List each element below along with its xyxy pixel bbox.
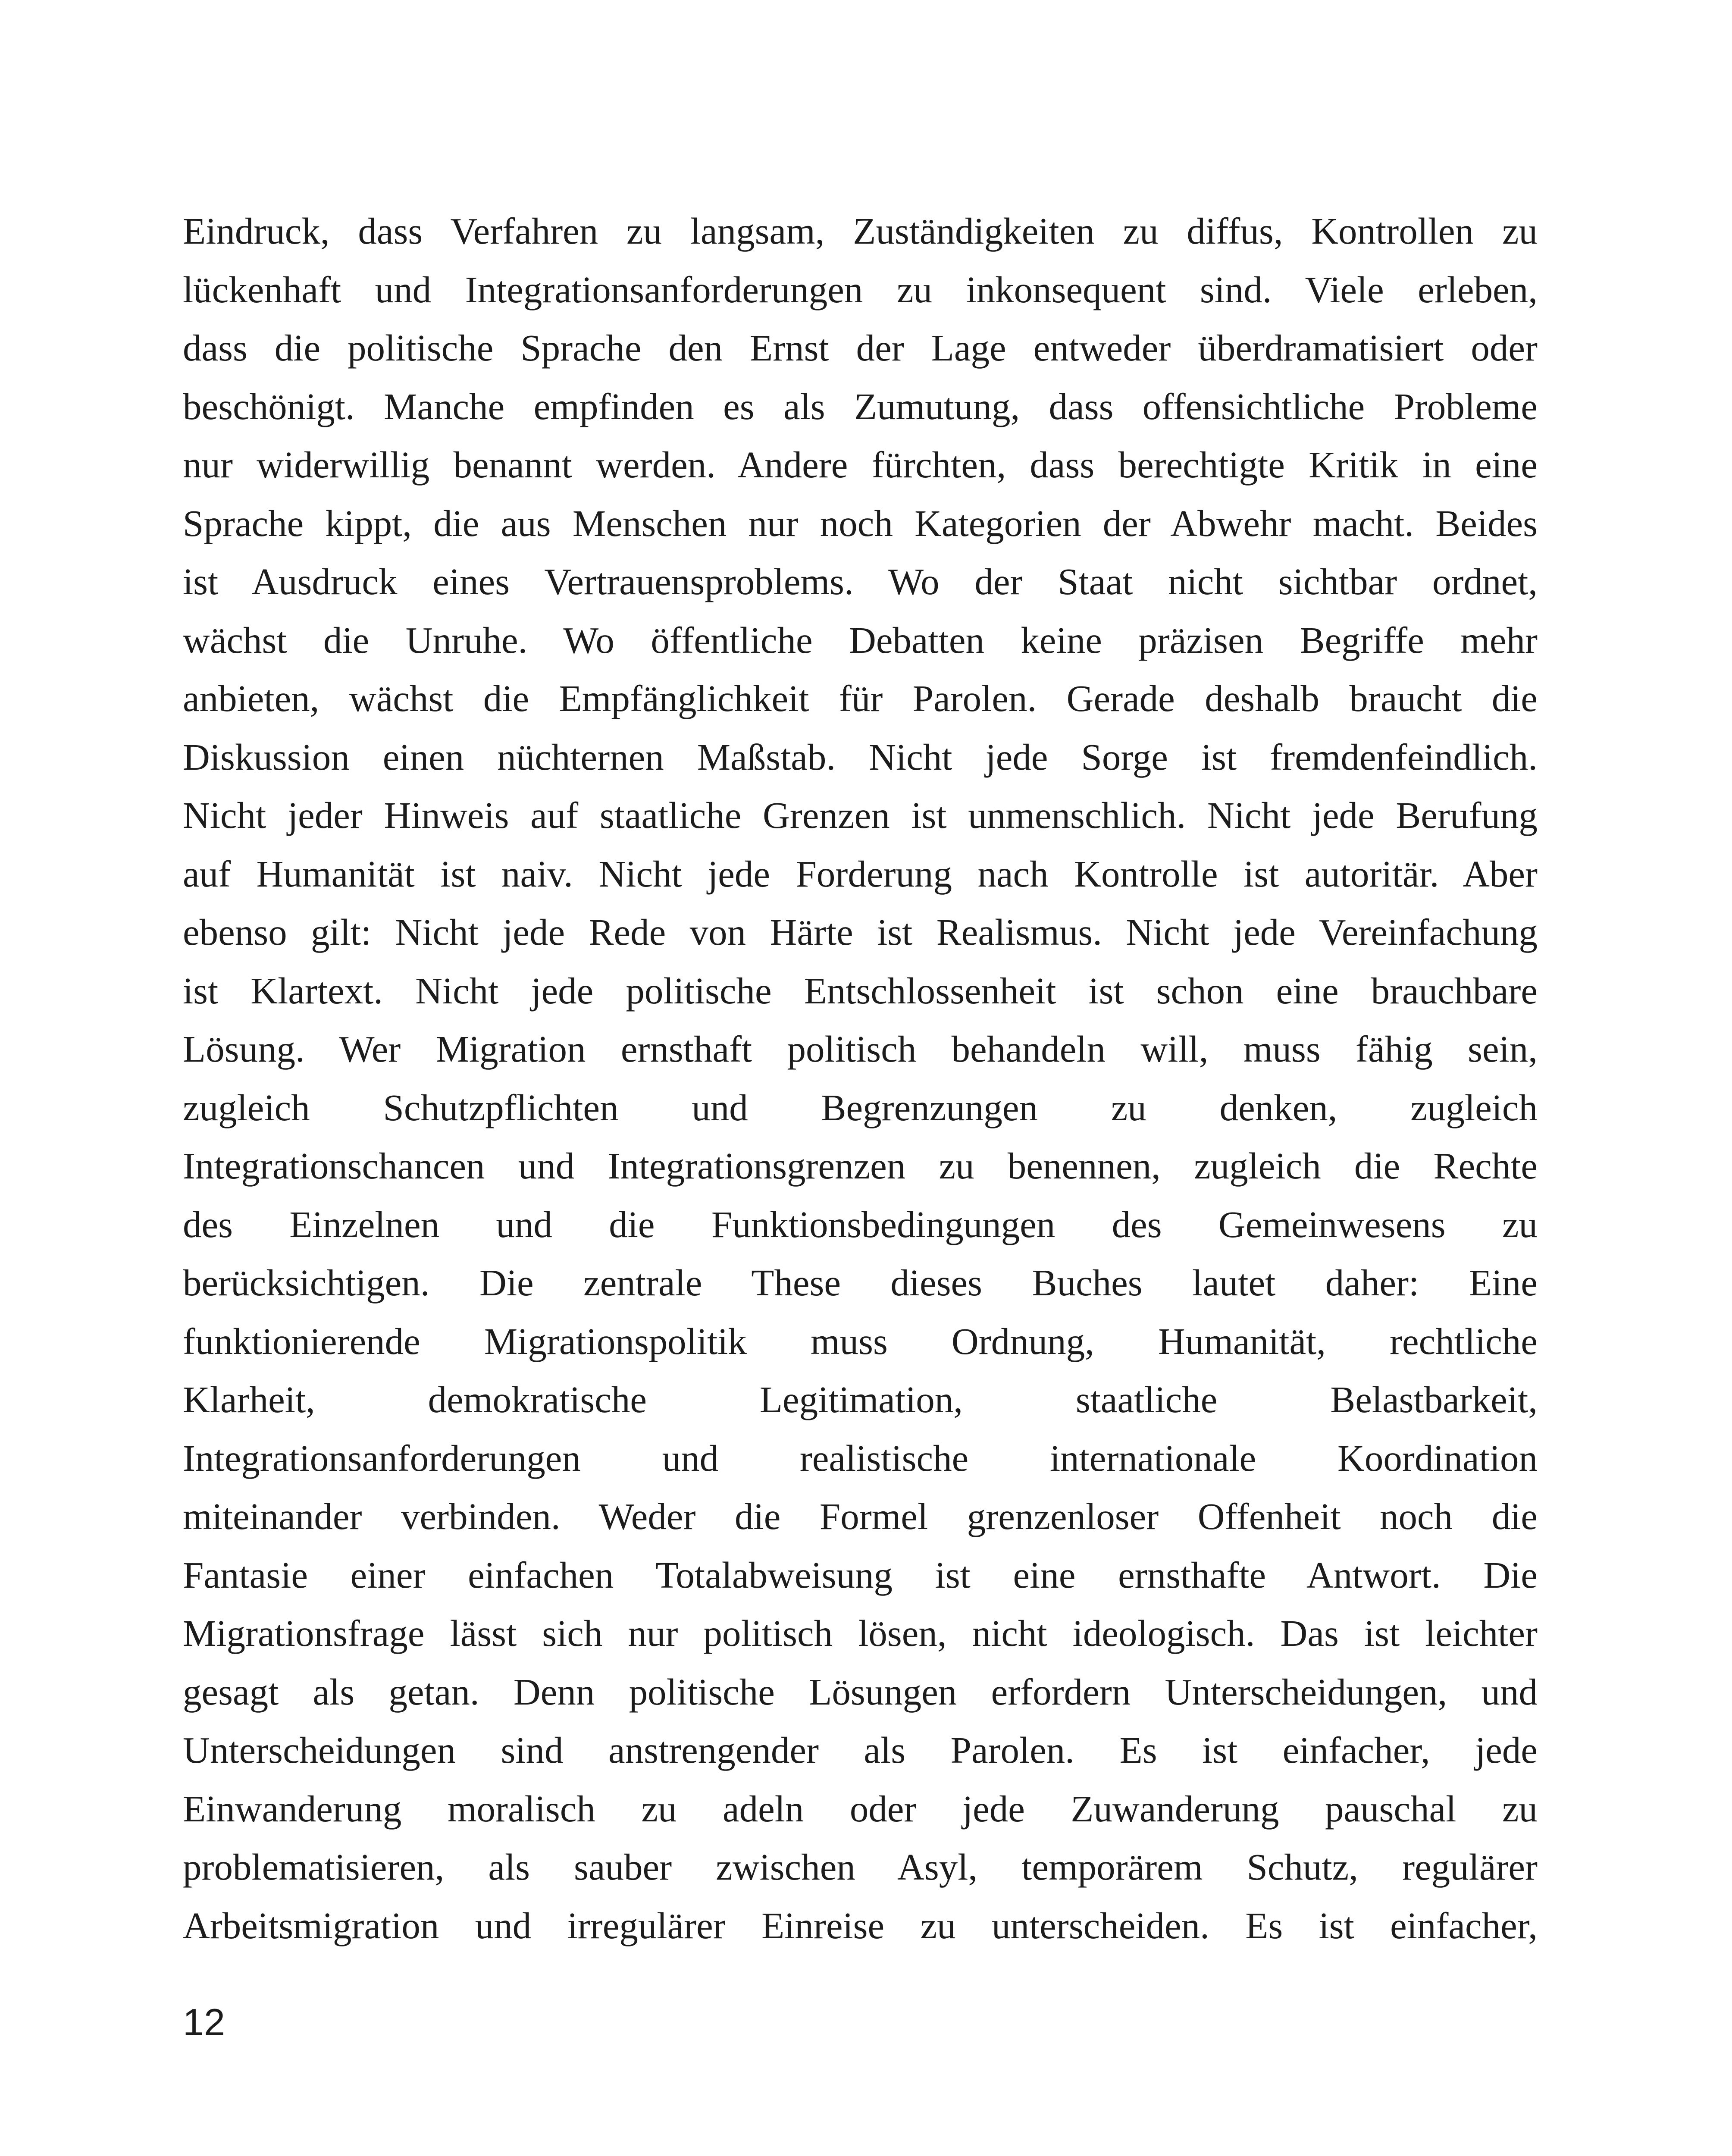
text-line: Fantasie einer einfachen Totalabweisung ist eine ernsthafte Antwort. Die	[183, 1554, 1538, 1596]
text-line: berücksichtigen. Die zentrale These dieses Buches lautet daher: Eine	[183, 1262, 1538, 1304]
text-line: Arbeitsmigration und irregulärer Einreise zu unterscheiden. Es ist einfacher,	[183, 1904, 1538, 1946]
text-line: Unterscheidungen sind anstrengender als Parolen. Es ist einfacher, jede	[183, 1729, 1538, 1771]
text-line: problematisieren, als sauber zwischen Asyl, temporärem Schutz, regulärer	[183, 1846, 1538, 1888]
text-line: dass die politische Sprache den Ernst der Lage entweder überdramatisiert oder	[183, 327, 1538, 369]
text-line: Diskussion einen nüchternen Maßstab. Nicht jede Sorge ist fremdenfeindlich.	[183, 736, 1538, 778]
text-line: ist Ausdruck eines Vertrauensproblems. Wo der Staat nicht sichtbar ordnet,	[183, 561, 1538, 602]
page-number: 12	[183, 2001, 225, 2043]
text-line: Migrationsfrage lässt sich nur politisch lösen, nicht ideologisch. Das ist leichter	[183, 1612, 1538, 1654]
text-line: nur widerwillig benannt werden. Andere fürchten, dass berechtigte Kritik in eine	[183, 444, 1538, 486]
text-line: auf Humanität ist naiv. Nicht jede Forderung nach Kontrolle ist autoritär. Aber	[183, 852, 1538, 895]
text-line: ist Klartext. Nicht jede politische Entschlossenheit ist schon eine brauchbare	[183, 969, 1538, 1012]
text-line: lückenhaft und Integrationsanforderungen zu inkonsequent sind. Viele erleben,	[183, 268, 1538, 310]
text-line: des Einzelnen und die Funktionsbedingungen des Gemeinwesens zu	[183, 1203, 1538, 1245]
body-text	[183, 202, 1538, 1955]
text-line: ebenso gilt: Nicht jede Rede von Härte ist Realismus. Nicht jede Vereinfachung	[183, 911, 1538, 953]
text-line: Integrationschancen und Integrationsgrenzen zu benennen, zugleich die Rechte	[183, 1145, 1538, 1187]
text-line: Klarheit, demokratische Legitimation, staatliche Belastbarkeit,	[183, 1379, 1538, 1420]
text-line: Sprache kippt, die aus Menschen nur noch Kategorien der Abwehr macht. Beides	[183, 502, 1538, 544]
text-line: gesagt als getan. Denn politische Lösungen erfordern Unterscheidungen, und	[183, 1670, 1538, 1713]
text-line: zugleich Schutzpflichten und Begrenzungen zu denken, zugleich	[183, 1086, 1538, 1128]
text-line: Integrationsanforderungen und realistische internationale Koordination	[183, 1437, 1538, 1479]
text-line: Lösung. Wer Migration ernsthaft politisch behandeln will, muss fähig sein,	[183, 1028, 1538, 1070]
text-line: Eindruck, dass Verfahren zu langsam, Zuständigkeiten zu diffus, Kontrollen zu	[183, 210, 1538, 252]
text-line: Nicht jeder Hinweis auf staatliche Grenzen ist unmenschlich. Nicht jede Berufung	[183, 794, 1538, 836]
text-line: anbieten, wächst die Empfänglichkeit für Parolen. Gerade deshalb braucht die	[183, 677, 1538, 719]
text-line: miteinander verbinden. Weder die Formel grenzenloser Offenheit noch die	[183, 1495, 1538, 1537]
text-line: funktionierende Migrationspolitik muss Ordnung, Humanität, rechtliche	[183, 1320, 1538, 1362]
text-line: wächst die Unruhe. Wo öffentliche Debatten keine präzisen Begriffe mehr	[183, 619, 1538, 661]
text-line: beschönigt. Manche empfinden es als Zumutung, dass offensichtliche Probleme	[183, 385, 1538, 427]
text-line: Einwanderung moralisch zu adeln oder jede Zuwanderung pauschal zu	[183, 1787, 1538, 1830]
